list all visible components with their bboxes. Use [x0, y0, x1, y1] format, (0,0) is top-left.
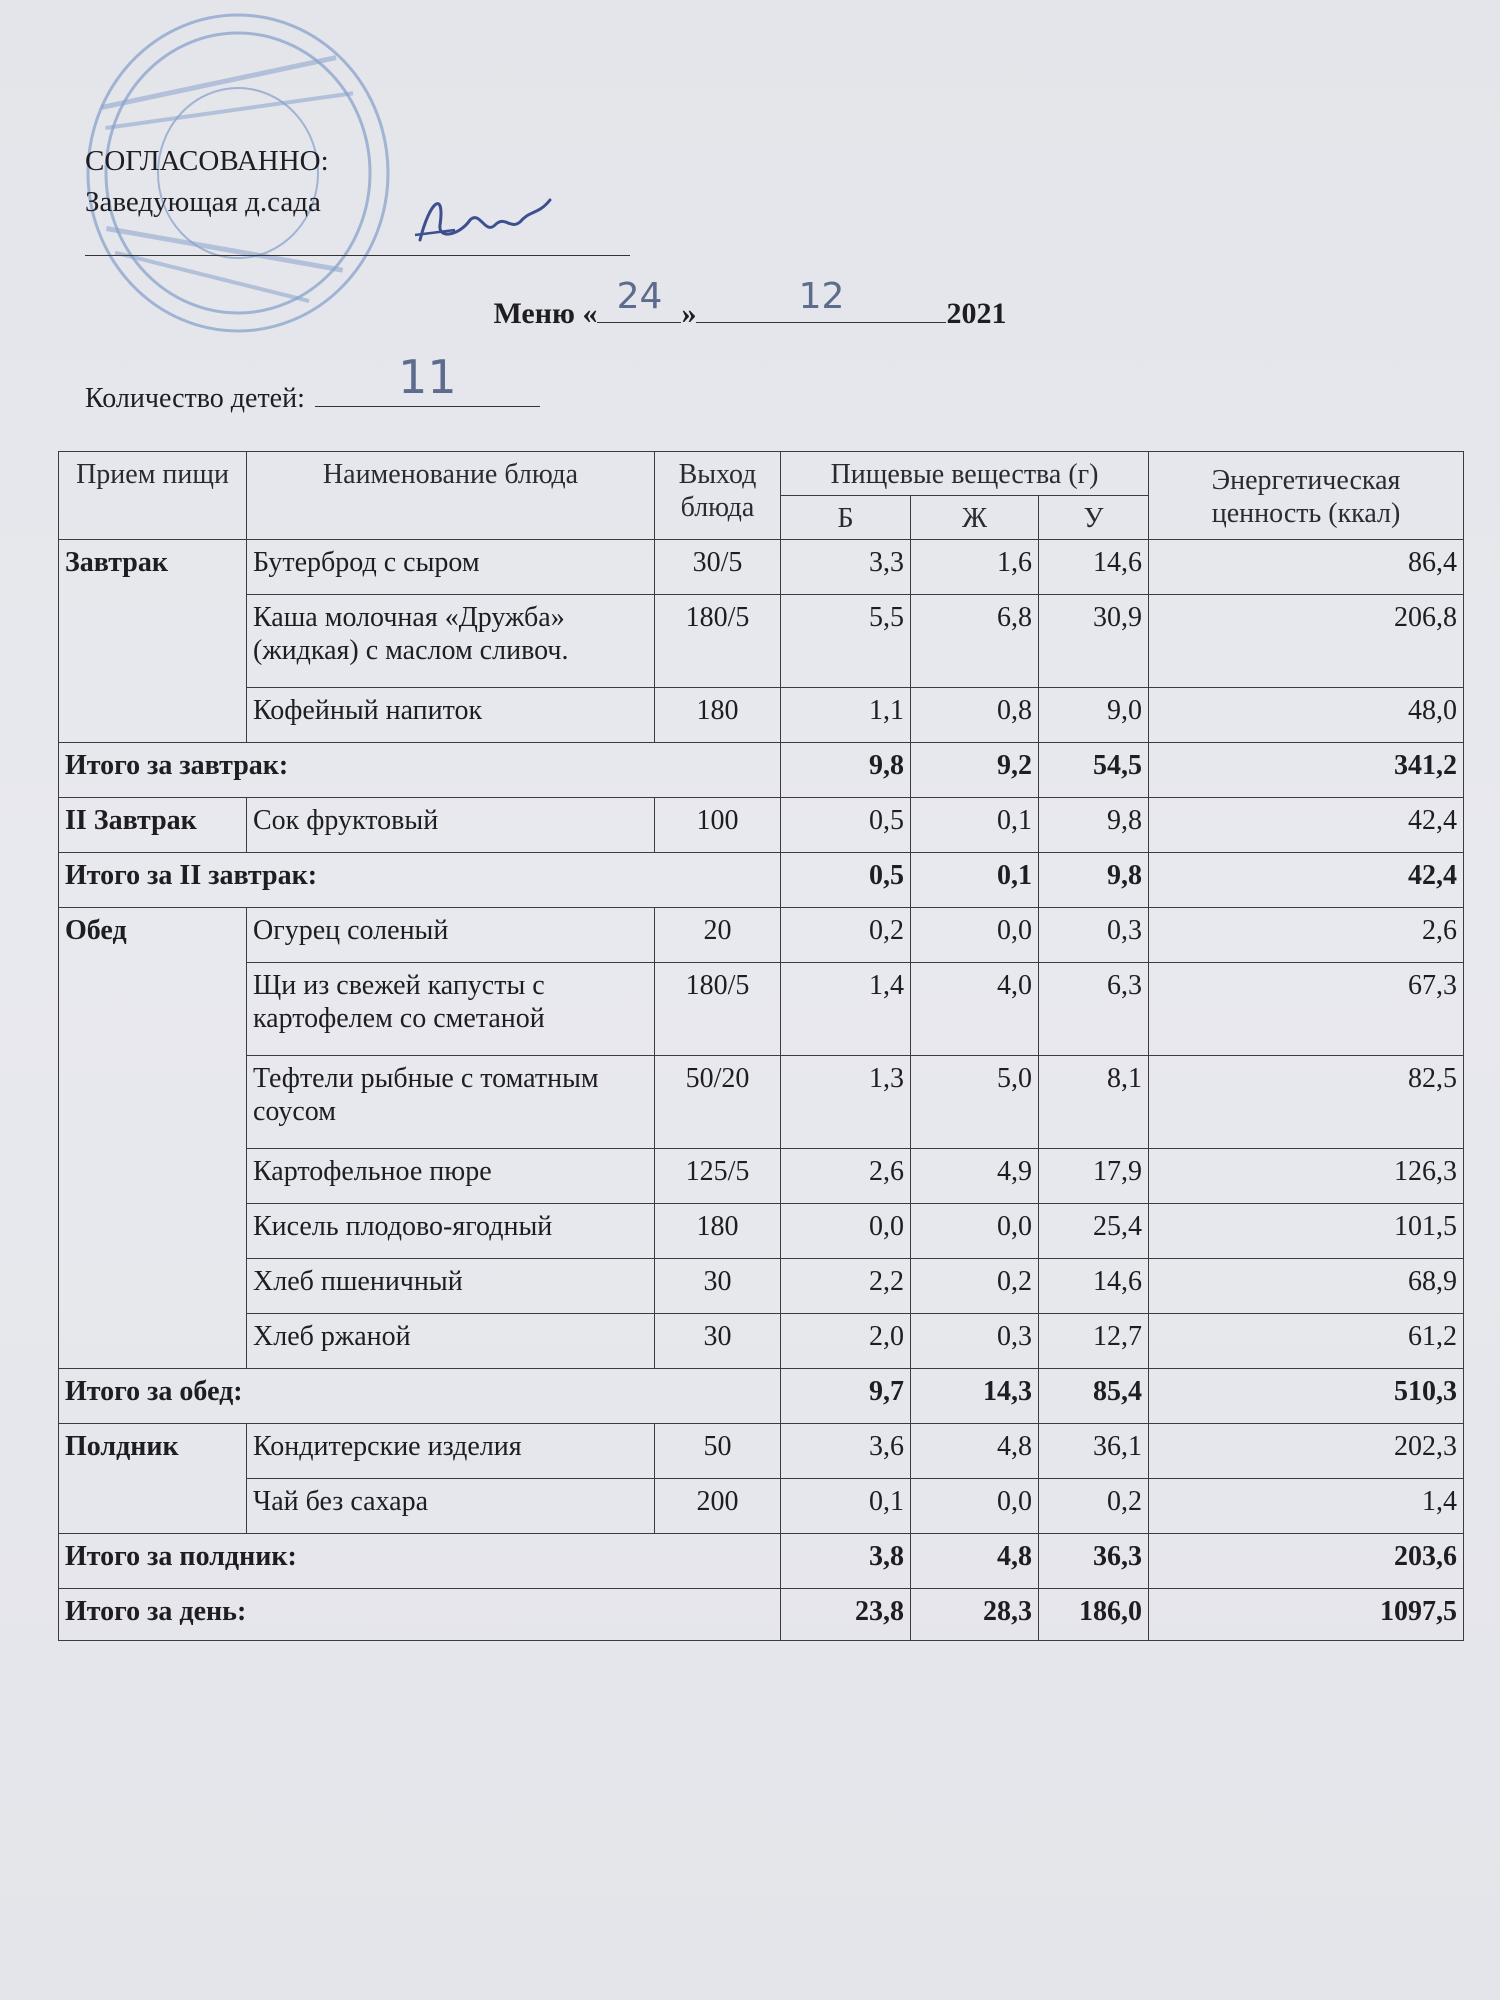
approval-label: СОГЛАСОВАННО:	[85, 145, 329, 177]
table-row	[59, 1479, 1464, 1534]
dish-b: 0,0	[781, 1204, 911, 1259]
day-total-u: 186,0	[1039, 1589, 1149, 1641]
col-zh-header: Ж	[911, 496, 1039, 540]
dish-u: 25,4	[1039, 1204, 1149, 1259]
dish-zh: 1,6	[911, 540, 1039, 595]
dish-name: Каша молочная «Дружба» (жидкая) с маслом сливоч.	[247, 595, 655, 688]
dish-zh: 0,2	[911, 1259, 1039, 1314]
table-row	[59, 540, 1464, 595]
col-b-header: Б	[781, 496, 911, 540]
day-handwritten: 24	[616, 276, 663, 317]
dish-name: Бутерброд с сыром	[247, 540, 655, 595]
dish-zh: 0,0	[911, 1204, 1039, 1259]
dish-kcal: 61,2	[1149, 1314, 1464, 1369]
position-label: Заведующая д.сада	[85, 186, 321, 218]
dish-yield: 180/5	[655, 595, 781, 688]
dish-yield: 180	[655, 1204, 781, 1259]
col-energy-header: Энергетическая ценность (ккал)	[1149, 452, 1464, 540]
dish-yield: 20	[655, 908, 781, 963]
col-meal-header: Прием пищи	[59, 452, 247, 540]
table-row	[59, 1259, 1464, 1314]
total-kcal: 42,4	[1149, 853, 1464, 908]
total-row	[59, 853, 1464, 908]
month-blank	[696, 276, 946, 323]
table-row	[59, 1149, 1464, 1204]
children-label: Количество детей:	[85, 383, 305, 414]
dish-zh: 6,8	[911, 595, 1039, 688]
table-row	[59, 688, 1464, 743]
dish-b: 2,6	[781, 1149, 911, 1204]
dish-yield: 180/5	[655, 963, 781, 1056]
menu-title	[0, 276, 1500, 331]
dish-u: 30,9	[1039, 595, 1149, 688]
table-row	[59, 1204, 1464, 1259]
total-u: 85,4	[1039, 1369, 1149, 1424]
dish-b: 5,5	[781, 595, 911, 688]
dish-name: Огурец соленый	[247, 908, 655, 963]
total-zh: 14,3	[911, 1369, 1039, 1424]
total-zh: 4,8	[911, 1534, 1039, 1589]
table-row	[59, 908, 1464, 963]
total-kcal: 510,3	[1149, 1369, 1464, 1424]
dish-yield: 30/5	[655, 540, 781, 595]
dish-b: 3,6	[781, 1424, 911, 1479]
total-u: 36,3	[1039, 1534, 1149, 1589]
dish-zh: 0,8	[911, 688, 1039, 743]
dish-name: Сок фруктовый	[247, 798, 655, 853]
day-total-label: Итого за день:	[59, 1589, 781, 1641]
dish-u: 17,9	[1039, 1149, 1149, 1204]
dish-u: 14,6	[1039, 540, 1149, 595]
dish-name: Кондитерские изделия	[247, 1424, 655, 1479]
day-total-zh: 28,3	[911, 1589, 1039, 1641]
dish-b: 0,5	[781, 798, 911, 853]
menu-label: Меню «	[493, 297, 598, 330]
dish-zh: 5,0	[911, 1056, 1039, 1149]
dish-u: 36,1	[1039, 1424, 1149, 1479]
meal-name: Завтрак	[59, 540, 247, 743]
dish-u: 14,6	[1039, 1259, 1149, 1314]
table-row	[59, 798, 1464, 853]
dish-zh: 4,0	[911, 963, 1039, 1056]
dish-u: 0,2	[1039, 1479, 1149, 1534]
total-zh: 9,2	[911, 743, 1039, 798]
handwritten-signature	[410, 180, 560, 260]
dish-kcal: 101,5	[1149, 1204, 1464, 1259]
day-total-row	[59, 1589, 1464, 1641]
dish-name: Кисель плодово-ягодный	[247, 1204, 655, 1259]
dish-b: 1,1	[781, 688, 911, 743]
day-total-b: 23,8	[781, 1589, 911, 1641]
dish-b: 0,2	[781, 908, 911, 963]
dish-name: Картофельное пюре	[247, 1149, 655, 1204]
dish-u: 9,8	[1039, 798, 1149, 853]
dish-u: 8,1	[1039, 1056, 1149, 1149]
col-u-header: У	[1039, 496, 1149, 540]
dish-zh: 4,9	[911, 1149, 1039, 1204]
dish-zh: 4,8	[911, 1424, 1039, 1479]
table-row	[59, 963, 1464, 1056]
children-handwritten: 11	[398, 350, 457, 404]
menu-mid: »	[681, 297, 697, 330]
dish-u: 9,0	[1039, 688, 1149, 743]
total-zh: 0,1	[911, 853, 1039, 908]
dish-kcal: 42,4	[1149, 798, 1464, 853]
dish-kcal: 67,3	[1149, 963, 1464, 1056]
month-handwritten: 12	[798, 276, 845, 317]
dish-u: 0,3	[1039, 908, 1149, 963]
total-row	[59, 743, 1464, 798]
dish-yield: 200	[655, 1479, 781, 1534]
col-dish-header: Наименование блюда	[247, 452, 655, 540]
dish-kcal: 68,9	[1149, 1259, 1464, 1314]
dish-kcal: 86,4	[1149, 540, 1464, 595]
dish-zh: 0,1	[911, 798, 1039, 853]
meal-name: Обед	[59, 908, 247, 1369]
col-yield-header: Выход блюда	[655, 452, 781, 540]
table-row	[59, 1424, 1464, 1479]
total-label: Итого за завтрак:	[59, 743, 781, 798]
dish-yield: 180	[655, 688, 781, 743]
total-label: Итого за полдник:	[59, 1534, 781, 1589]
total-u: 9,8	[1039, 853, 1149, 908]
dish-u: 6,3	[1039, 963, 1149, 1056]
dish-b: 0,1	[781, 1479, 911, 1534]
dish-kcal: 48,0	[1149, 688, 1464, 743]
total-kcal: 203,6	[1149, 1534, 1464, 1589]
year: 2021	[946, 297, 1007, 330]
dish-kcal: 2,6	[1149, 908, 1464, 963]
dish-u: 12,7	[1039, 1314, 1149, 1369]
total-u: 54,5	[1039, 743, 1149, 798]
dish-name: Хлеб ржаной	[247, 1314, 655, 1369]
dish-yield: 50	[655, 1424, 781, 1479]
dish-yield: 30	[655, 1259, 781, 1314]
total-label: Итого за II завтрак:	[59, 853, 781, 908]
meal-name: II Завтрак	[59, 798, 247, 853]
children-blank	[315, 350, 540, 407]
dish-name: Хлеб пшеничный	[247, 1259, 655, 1314]
dish-yield: 50/20	[655, 1056, 781, 1149]
col-nutrients-header: Пищевые вещества (г)	[781, 452, 1149, 496]
dish-b: 3,3	[781, 540, 911, 595]
dish-b: 2,2	[781, 1259, 911, 1314]
table-row	[59, 595, 1464, 688]
dish-yield: 30	[655, 1314, 781, 1369]
total-b: 9,7	[781, 1369, 911, 1424]
children-count-line	[85, 350, 540, 415]
total-row	[59, 1369, 1464, 1424]
dish-kcal: 206,8	[1149, 595, 1464, 688]
dish-kcal: 202,3	[1149, 1424, 1464, 1479]
dish-name: Щи из свежей капусты с картофелем со сметаной	[247, 963, 655, 1056]
total-kcal: 341,2	[1149, 743, 1464, 798]
dish-kcal: 82,5	[1149, 1056, 1464, 1149]
total-b: 3,8	[781, 1534, 911, 1589]
dish-zh: 0,0	[911, 908, 1039, 963]
meal-name: Полдник	[59, 1424, 247, 1534]
dish-yield: 100	[655, 798, 781, 853]
total-b: 0,5	[781, 853, 911, 908]
dish-name: Чай без сахара	[247, 1479, 655, 1534]
day-total-kcal: 1097,5	[1149, 1589, 1464, 1641]
total-b: 9,8	[781, 743, 911, 798]
menu-table	[58, 451, 1464, 1641]
dish-b: 1,3	[781, 1056, 911, 1149]
total-row	[59, 1534, 1464, 1589]
dish-zh: 0,0	[911, 1479, 1039, 1534]
table-row	[59, 1056, 1464, 1149]
total-label: Итого за обед:	[59, 1369, 781, 1424]
table-row	[59, 1314, 1464, 1369]
dish-b: 2,0	[781, 1314, 911, 1369]
dish-kcal: 126,3	[1149, 1149, 1464, 1204]
dish-zh: 0,3	[911, 1314, 1039, 1369]
dish-kcal: 1,4	[1149, 1479, 1464, 1534]
dish-b: 1,4	[781, 963, 911, 1056]
dish-name: Тефтели рыбные с томатным соусом	[247, 1056, 655, 1149]
dish-yield: 125/5	[655, 1149, 781, 1204]
day-blank	[597, 276, 681, 323]
dish-name: Кофейный напиток	[247, 688, 655, 743]
